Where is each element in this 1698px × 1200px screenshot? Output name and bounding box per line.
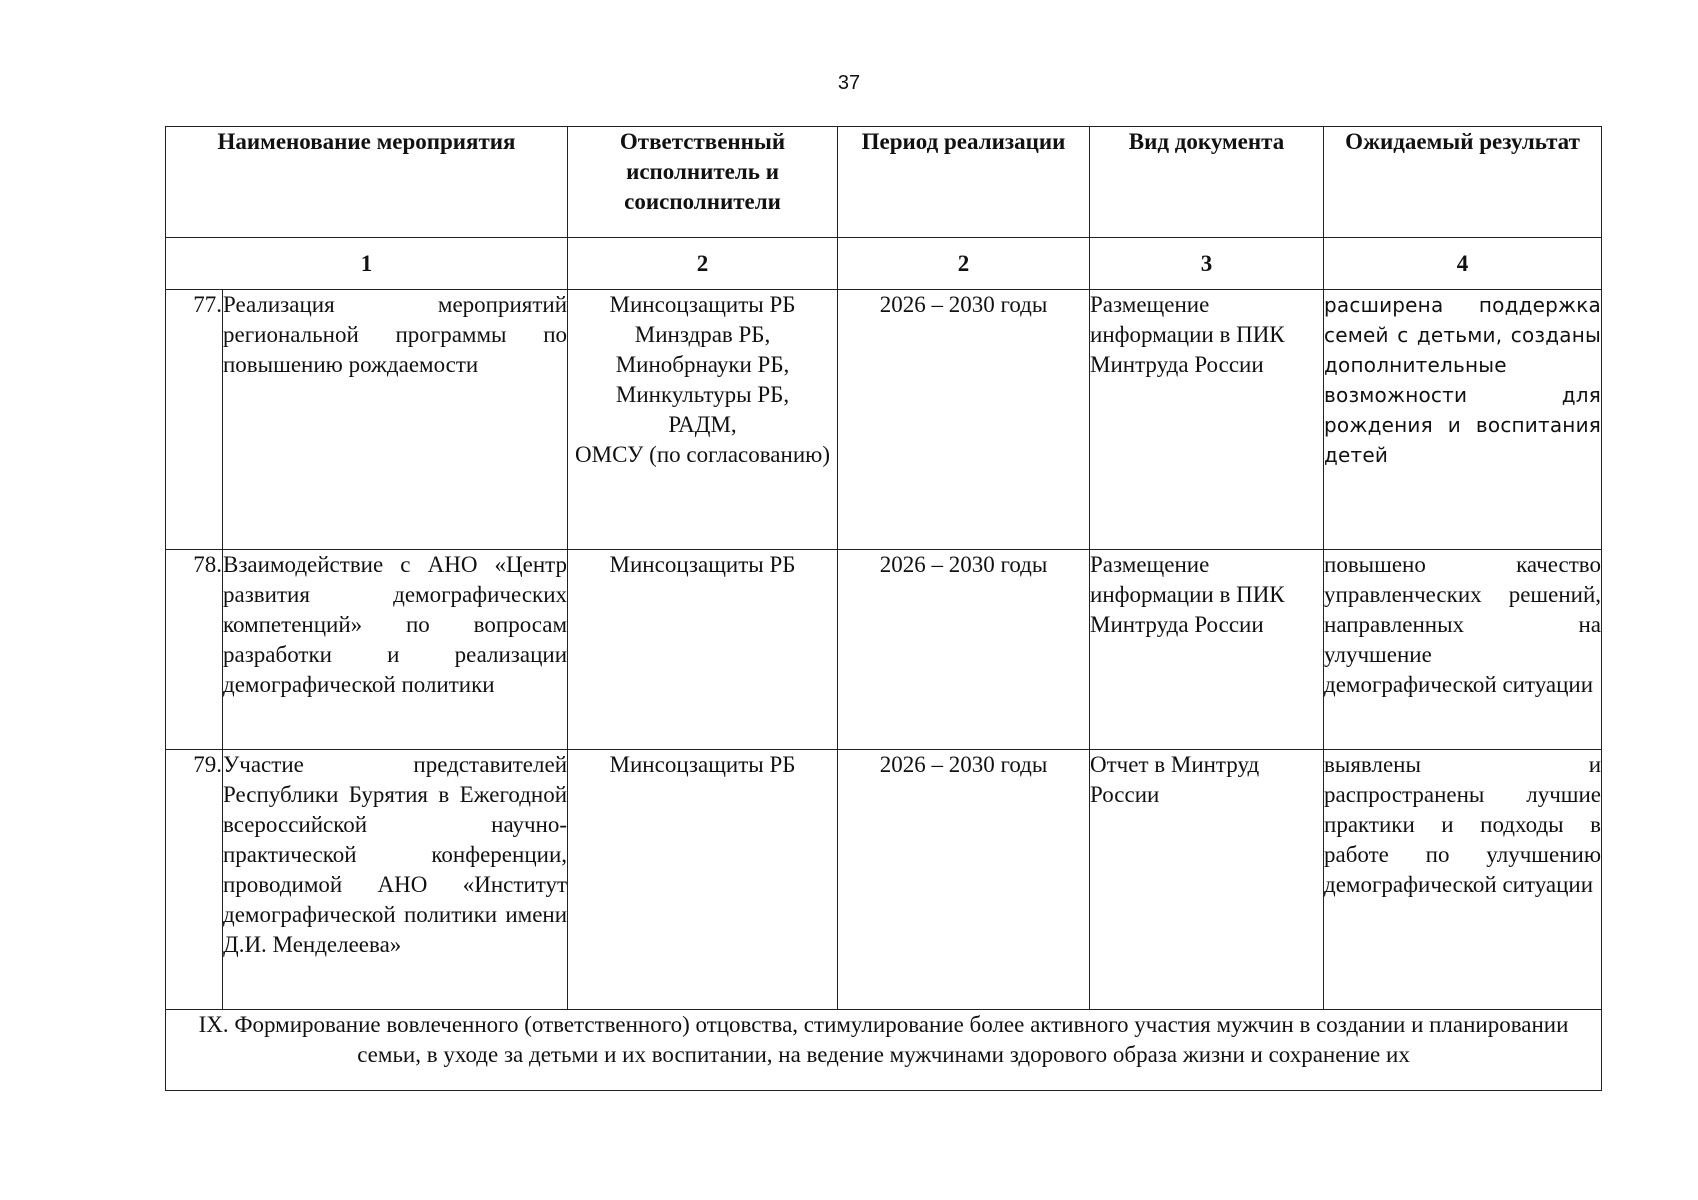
row-number: 78. (166, 550, 223, 750)
executor: Минобрнауки РБ, (615, 352, 790, 377)
document-type-cell: Размещение информации в ПИК Минтруда России (1090, 550, 1324, 750)
expected-result-cell: выявлены и распространены лучшие практики и подходы в работе по улучшению демографической ситуации (1324, 750, 1602, 1010)
column-number: 3 (1090, 238, 1324, 290)
header-executors: Ответственный исполнитель и соисполнители (568, 127, 838, 238)
header-measure-name: Наименование мероприятия (166, 127, 568, 238)
measure-name: Участие представителей Республики Бурятия в Ежегодной всероссийской научно-практической конференции, проводимой АНО «Институт демографической политики имени Д.И. Менделеева» (223, 750, 568, 1010)
column-number: 2 (838, 238, 1090, 290)
table-row (166, 750, 1602, 1010)
executor: Минздрав РБ, (634, 322, 771, 347)
page-number: 37 (837, 72, 861, 94)
expected-result-cell: повышено качество управленческих решений, направленных на улучшение демографической ситуации (1324, 550, 1602, 750)
document-type-cell: Размещение информации в ПИК Минтруда России (1090, 290, 1324, 550)
period-cell: 2026 – 2030 годы (838, 550, 1090, 750)
table-row (166, 290, 1602, 550)
measure-name: Реализация мероприятий региональной программы по повышению рождаемости (223, 290, 568, 550)
executor: Минсоцзащиты РБ (609, 552, 796, 577)
expected-result-cell: расширена поддержка семей с детьми, созданы дополнительные возможности для рождения и воспитания детей (1324, 290, 1602, 550)
measure-name: Взаимодействие с АНО «Центр развития демографических компетенций» по вопросам разработки и реализации демографической политики (223, 550, 568, 750)
executor: Минсоцзащиты РБ (609, 752, 796, 777)
table-header-row (166, 127, 1602, 238)
row-number: 79. (166, 750, 223, 1010)
executor: ОМСУ (по согласованию) (575, 442, 830, 467)
period-cell: 2026 – 2030 годы (838, 750, 1090, 1010)
executors-cell (568, 290, 838, 550)
executor: Минсоцзащиты РБ (609, 292, 796, 317)
column-number: 4 (1324, 238, 1602, 290)
table-row (166, 550, 1602, 750)
row-number: 77. (166, 290, 223, 550)
column-number: 2 (568, 238, 838, 290)
executors-cell (568, 550, 838, 750)
header-expected-result: Ожидаемый результат (1324, 127, 1602, 238)
column-number: 1 (166, 238, 568, 290)
document-type-cell: Отчет в Минтруд России (1090, 750, 1324, 1010)
executor: РАДМ, (668, 412, 737, 437)
period-cell: 2026 – 2030 годы (838, 290, 1090, 550)
section-heading-row (166, 1010, 1602, 1091)
column-numbers-row (166, 238, 1602, 290)
measures-table (165, 126, 1602, 1091)
executor: Минкультуры РБ, (615, 382, 790, 407)
header-document-type: Вид документа (1090, 127, 1324, 238)
header-period: Период реализации (838, 127, 1090, 238)
section-heading: IX. Формирование вовлеченного (ответственного) отцовства, стимулирование более активного участия мужчин в создании и планировании семьи, в уходе за детьми и их воспитании, на ведение мужчинами здорового образа жизни и сохранение их (166, 1010, 1602, 1091)
executors-cell (568, 750, 838, 1010)
